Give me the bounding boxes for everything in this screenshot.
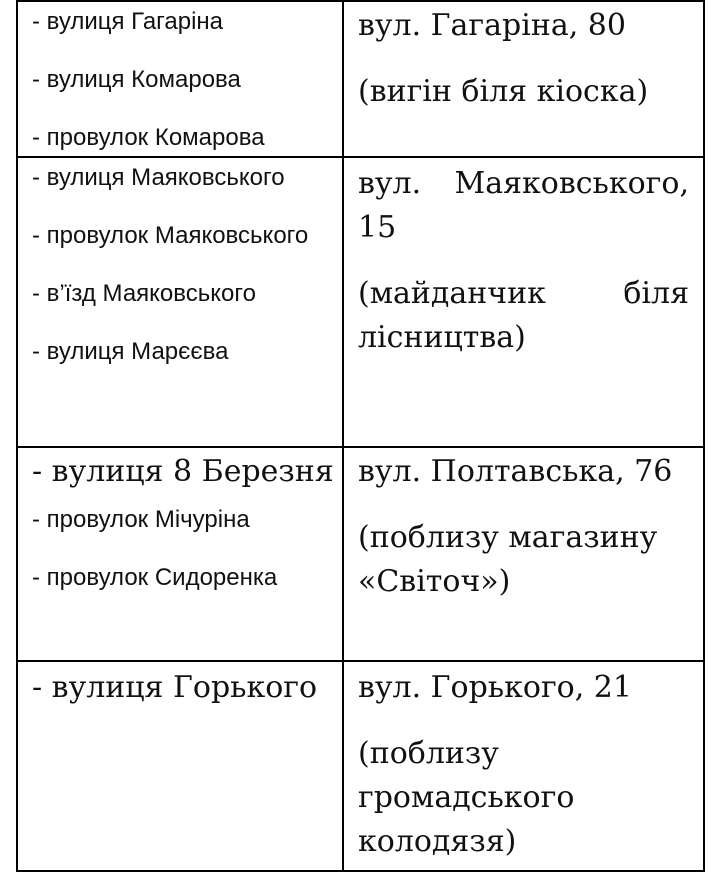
street-item: - провулок Сидоренка bbox=[32, 564, 278, 591]
street-item: - вулиця Горького bbox=[32, 670, 318, 705]
address-cell bbox=[343, 1, 704, 157]
address-cell bbox=[343, 447, 704, 661]
street-item: - провулок Комарова bbox=[32, 124, 265, 151]
table-row bbox=[17, 1, 704, 157]
address-text: вул. Полтавська, 76 bbox=[358, 454, 673, 489]
address-text: вул. Маяковського, 15 bbox=[358, 166, 689, 245]
street-item: - провулок Мічуріна bbox=[32, 506, 250, 533]
street-item: - вулиця Марєєва bbox=[32, 338, 229, 365]
streets-cell bbox=[17, 661, 343, 871]
streets-cell bbox=[17, 447, 343, 661]
table-row bbox=[17, 447, 704, 661]
street-item: - вулиця Комарова bbox=[32, 66, 241, 93]
address-cell bbox=[343, 157, 704, 447]
location-note: (поблизу громадського колодязя) bbox=[358, 736, 575, 859]
address-cell bbox=[343, 661, 704, 871]
location-note: (вигін біля кіоска) bbox=[358, 74, 649, 109]
streets-cell bbox=[17, 1, 343, 157]
location-note: (майданчик біля лісництва) bbox=[358, 276, 689, 355]
streets-cell bbox=[17, 157, 343, 447]
street-item: - вулиця Маяковського bbox=[32, 164, 285, 191]
address-text: вул. Горького, 21 bbox=[358, 670, 632, 705]
street-item: - провулок Маяковського bbox=[32, 222, 309, 249]
table-row bbox=[17, 661, 704, 871]
location-note: (поблизу магазину «Світоч») bbox=[358, 520, 658, 599]
street-item: - вулиця 8 Березня bbox=[32, 454, 334, 489]
address-text: вул. Гагаріна, 80 bbox=[358, 8, 626, 43]
street-item: - в’їзд Маяковського bbox=[32, 280, 256, 307]
street-item: - вулиця Гагаріна bbox=[32, 8, 224, 35]
table-row bbox=[17, 157, 704, 447]
collection-points-table bbox=[16, 0, 705, 872]
